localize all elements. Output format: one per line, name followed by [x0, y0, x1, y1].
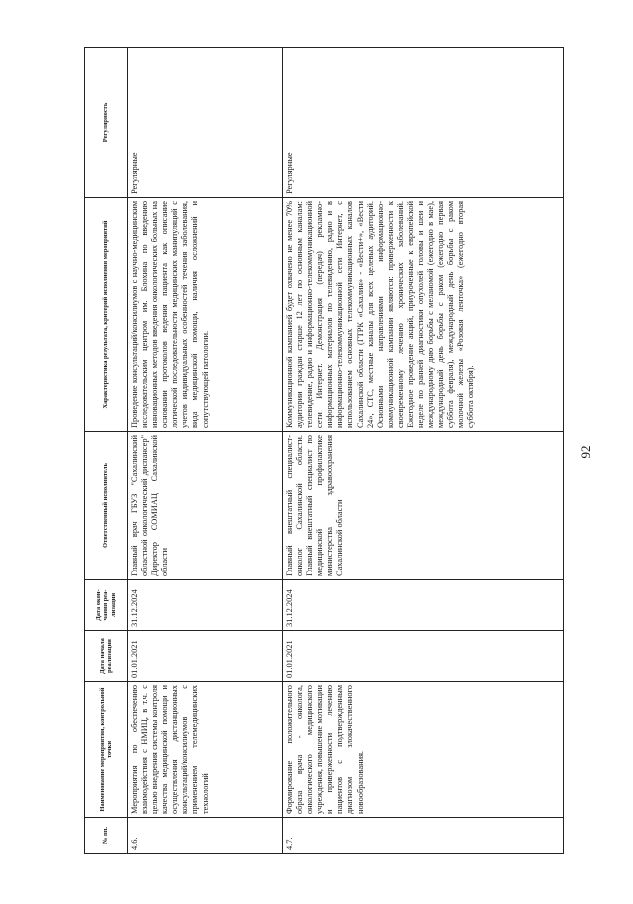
row-name: Формирование положительного образа врача - онколога, онкологического медицинского учреждения, повышение мотивации и приверженности лечению пациентов с подтвержденным диагнозом злокачественного новообразования.	[283, 682, 564, 818]
table-row	[283, 48, 564, 854]
row-end-date: 31.12.2024	[128, 580, 283, 631]
row-responsible: Главный врач ГБУЗ "Сахалинский областной онкологический диспансер" Директор СОМИАЦ Сахалинской области	[128, 432, 283, 580]
row-responsible: Главный внештатный специалист-онколог Сахалинской области. Главный внештатный специалист по медицинской профилактике министерства здравоохранения Сахалинской области	[283, 432, 564, 580]
measures-table-rotated	[84, 48, 564, 854]
table-row	[128, 48, 283, 854]
header-number: № пп.	[85, 818, 128, 854]
header-result: Характеристика результата, критерий исполнения мероприятий	[85, 198, 128, 432]
row-start-date: 01.01.2021	[128, 631, 283, 682]
header-responsible: Ответственный исполнитель	[85, 432, 128, 580]
header-regularity: Регулярность	[85, 48, 128, 198]
row-regularity: Регулярные	[283, 48, 564, 198]
header-name: Наименование мероприятия, контрольной точки	[85, 682, 128, 818]
header-start-date: Дата начала реализации	[85, 631, 128, 682]
table-header-row	[85, 48, 128, 854]
row-result: Проведение консультаций/консилиумов с научно-медицинским исследовательским центром им. Блохина по введению инновационных методов введения онкологических больных на основании протоколов ведения пациента как описание логической последовательности медицинских манипуляций с учетов индивидуальных особенностей течения заболевания, вида медицинской помощи, наличия осложнений и сопутствующей патологии.	[128, 198, 283, 432]
header-end-date: Дата окон-чания реа-лизации	[85, 580, 128, 631]
row-name: Мероприятия по обеспечению взаимодействия с НМИЦ, в т.ч. с целью внедрения системы контроля качества медицинской помощи и осуществления дистанционных консультаций/консилиумов с применением телемедицинских технологий	[128, 682, 283, 818]
row-number: 4.7.	[283, 818, 564, 854]
page-number: 92	[578, 445, 593, 459]
row-result: Коммуникационной кампанией будет охвачено не менее 70% аудитории граждан старше 12 лет по основным каналам: телевидение, радио и информационно-телекоммуникационной сети Интернет. Демонстрация (передач) рекламно-информационных материалов по телевидению, радио и в информационно-телекоммуникационной сети Интернет, с использованием основных телекоммуникационных каналов Сахалинской области (ГТРК «Сахалин» - «Вести+», «Вести 24», СТС, местные каналы для всех целевых аудиторий. Основными направлениями информационно-коммуникационной кампании являются: приверженности к своевременному лечению хронических заболеваний. Ежегодное проведение акций, приуроченные к европейской неделе по ранней диагностики опухолей головы и шеи и международному дню борьбы с меланомой (ежегодно в мае), международный день борьбы с раком (ежегодно первая суббота февраля), международный день борьбы с раком молочной железы «Розовая ленточка» (ежегодно вторая суббота октября).	[283, 198, 564, 432]
row-regularity: Регулярные	[128, 48, 283, 198]
row-end-date: 31.12.2024	[283, 580, 564, 631]
row-number: 4.6.	[128, 818, 283, 854]
measures-table	[84, 47, 564, 854]
row-start-date: 01.01.2021	[283, 631, 564, 682]
